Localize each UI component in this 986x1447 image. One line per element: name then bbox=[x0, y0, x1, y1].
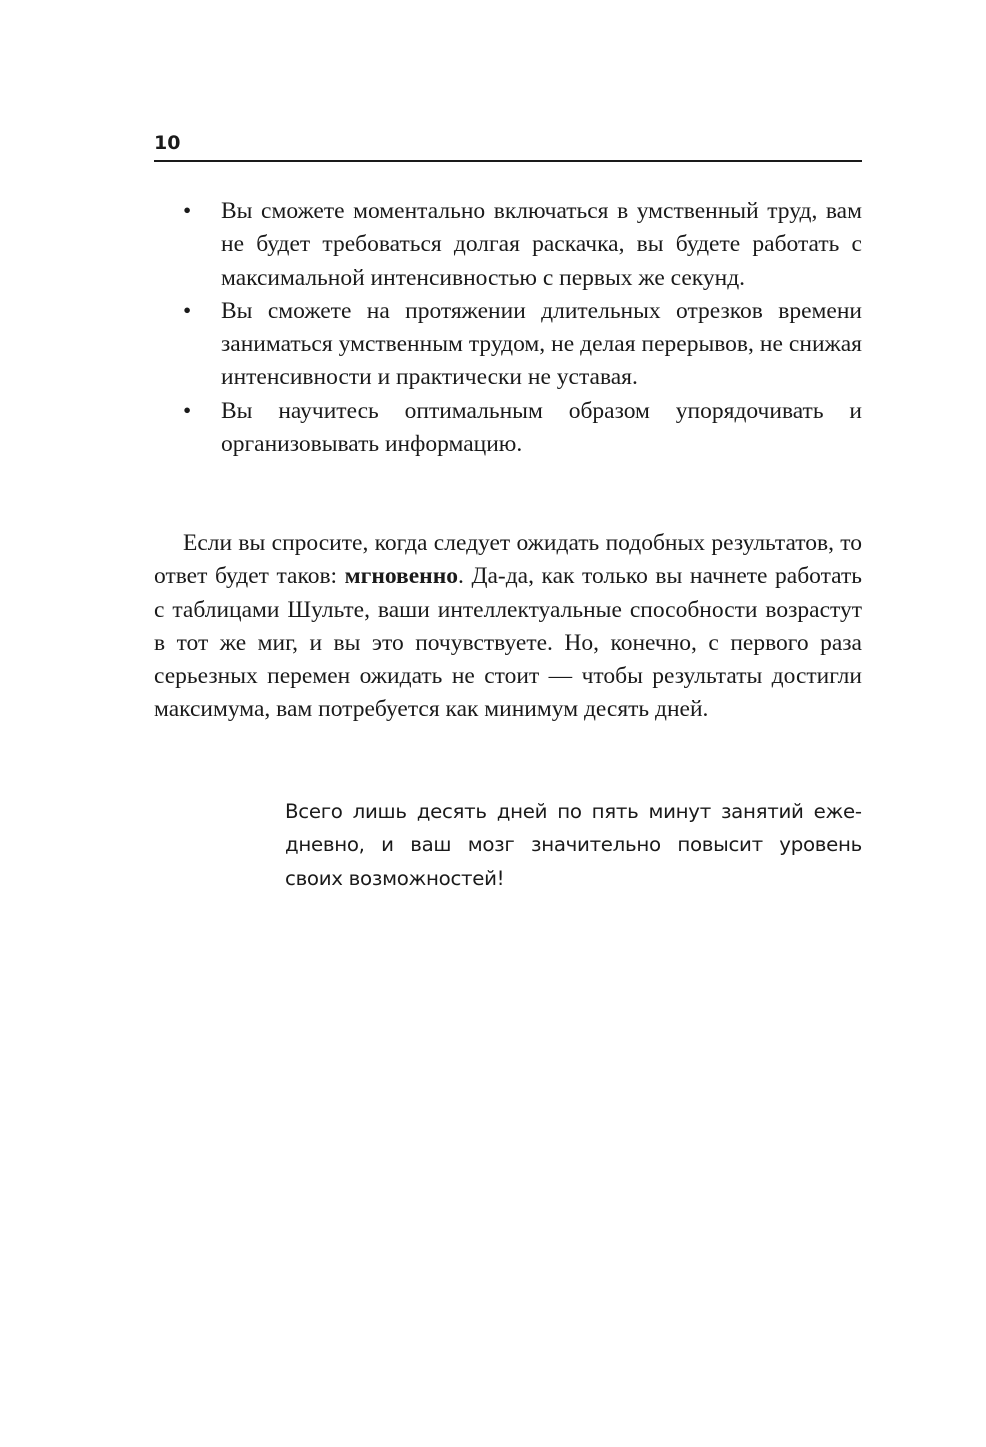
bullet-text: Вы сможете на протяжении длительных отрезков времени заниматься умственным трудом, не делая перерывов, не снижая интенсивности и практически не уставая. bbox=[221, 297, 862, 391]
bullet-marker: • bbox=[183, 397, 192, 424]
paragraph-bold-word: мгновенно bbox=[344, 563, 458, 590]
bullet-text: Вы научитесь оптимальным образом упорядочивать и организовывать информацию. bbox=[221, 397, 862, 458]
bullet-item bbox=[154, 295, 862, 395]
paragraph-text-start: Если вы спросите, когда следует ожидать подобных результатов, то ответ будет таков: bbox=[154, 530, 862, 590]
header-rule bbox=[154, 160, 862, 162]
page-number: 10 bbox=[154, 132, 181, 154]
bullet-marker: • bbox=[183, 198, 192, 224]
bullet-text: Вы сможете моментально включаться в умственный труд, вам не будет требоваться долгая раскачка, вы будете работать с максимальной интенсивностью с первых же секунд. bbox=[221, 198, 862, 291]
body-paragraph bbox=[154, 527, 862, 727]
bullet-list bbox=[154, 195, 862, 461]
bullet-marker: • bbox=[183, 297, 192, 324]
paragraph-text-end: . Да-да, как только вы начнете работать с таблицами Шульте, ваши интеллектуальные способности возрастут в тот же миг, и вы это почувствуете. Но, конечно, с первого раза серьезных перемен ожидать не стоит — чтобы результаты достигли максимума, вам потребуется как минимум десять дней. bbox=[154, 563, 862, 723]
bullet-item bbox=[154, 395, 862, 462]
callout-text: Всего лишь десять дней по пять минут занятий ежедневно, и ваш мозг значительно повысит уровень своих возможностей! bbox=[285, 800, 862, 890]
bullet-item bbox=[154, 195, 862, 295]
